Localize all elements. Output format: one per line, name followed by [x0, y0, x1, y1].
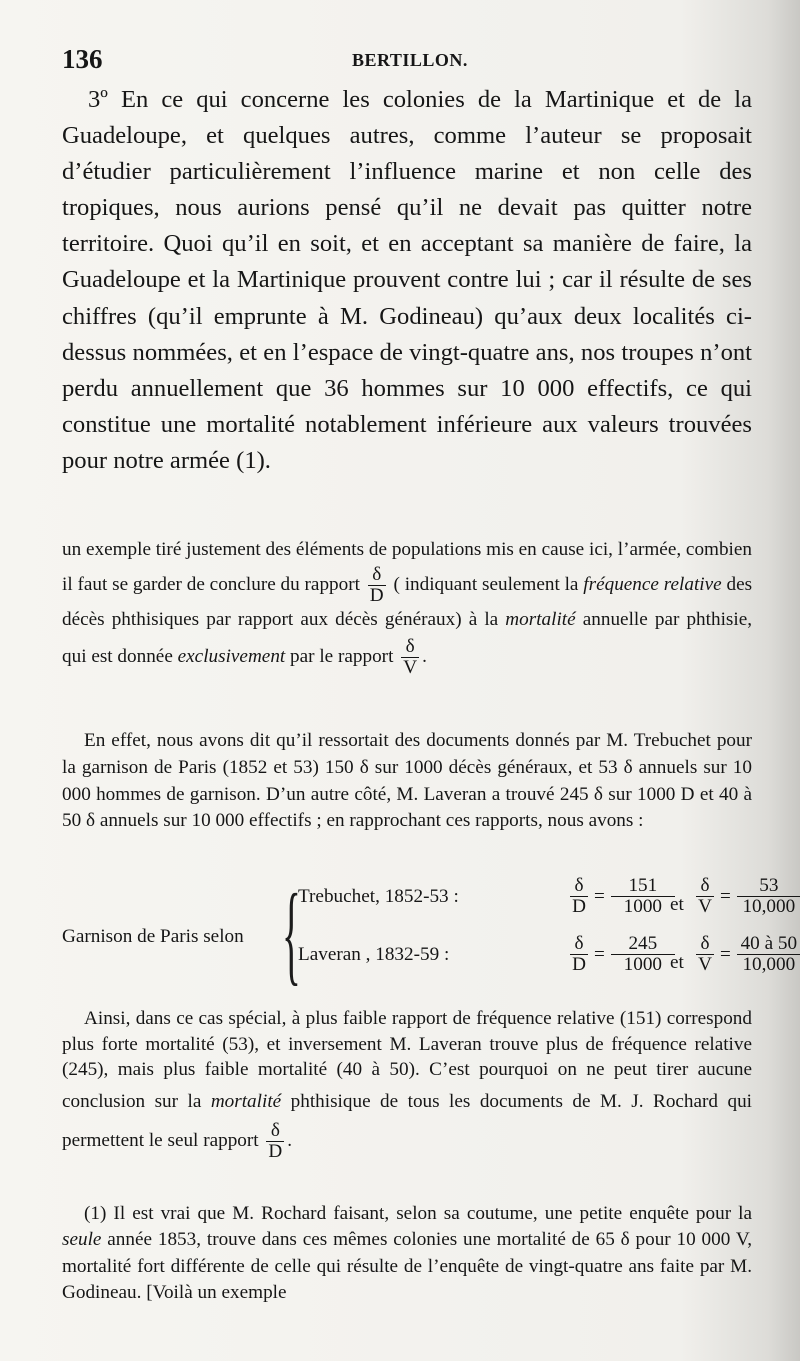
ratio-numerator: δ [368, 565, 386, 586]
page-header [62, 44, 752, 74]
running-head: BERTILLON. [352, 50, 468, 70]
ratio-denominator: D [268, 1141, 283, 1163]
ratio-numerator: δ [401, 637, 419, 658]
et-word: et [670, 952, 684, 973]
fraction-numerator: 53 [737, 876, 800, 897]
page-number: 136 [62, 44, 103, 74]
paragraph-en-effet: En effet, nous avons dit qu’il ressortait des documents donnés par M. Trebuchet pour la garnison de Paris (1852 et 53) 150 δ sur 1000 décès généraux, et 53 δ annuels sur 10 000 hommes de garnison. D’un autre côté, M. Laveran a trouvé 245 δ sur 1000 D et 40 à 50 δ annuels sur 10 000 effectifs ; en rapprochant ces rapports, nous avons : [62, 730, 752, 832]
ratio-delta-over-D [368, 565, 386, 606]
footnote-cont-text-5: par le rapport [290, 646, 394, 668]
fraction-denominator: V [698, 954, 712, 976]
ratio-delta-over-V [401, 637, 419, 678]
formula-left-label: Garnison de Paris selon [62, 926, 244, 947]
equals-sign: = [720, 943, 731, 965]
footnote-text-2: année 1853, trouve dans ces mêmes colonies une mortalité de 65 δ pour 10 000 V, mortalité fort différente de celle qui résulte de l’enquête de vingt-quatre ans faite par M. Godineau. [Voilà un exemple [62, 1229, 753, 1304]
footnote-cont-period: . [422, 646, 427, 668]
equals-sign: = [594, 943, 605, 965]
fraction-denominator: V [698, 896, 712, 918]
footnote-cont-text-2: ( indiquant seulement la [393, 573, 579, 595]
para3-period: . [287, 1130, 293, 1152]
italic-mortalite-2: mortalité [210, 1091, 282, 1113]
fraction-denominator: D [572, 954, 586, 976]
fraction-denominator: 10,000 [742, 954, 796, 976]
equals-sign: = [594, 885, 605, 907]
garnison-formula [62, 872, 798, 996]
fraction-numerator: 151 [611, 876, 675, 897]
fraction-denominator: 1000 [623, 954, 663, 976]
fraction-denominator: D [572, 896, 586, 918]
footnote-cont-text-4: annuelle par phthisie, qui est donnée [62, 608, 753, 668]
footnote-cont-text-3: des décès phthisiques par rapport aux décès généraux) à la [62, 573, 753, 630]
fraction-numerator: δ [696, 876, 714, 897]
fraction-denominator: 1000 [623, 896, 663, 918]
main-paragraph: 3º En ce qui concerne les colonies de la Martinique et de la Guadeloupe, et quelques autres, comme l’auteur se proposait d’étudier particulièrement l’influence marine et non celle des tropiques, nous aurions pensé qu’il ne devait pas quitter notre territoire. Quoi qu’il en soit, et en acceptant sa manière de faire, la Guadeloupe et la Martinique prouvent contre lui ; car il résulte de ses chiffres (qu’il emprunte à M. Godineau) qu’aux deux localités ci-dessus nommées, et en l’espace de vingt-quatre ans, nos troupes n’ont perdu annuellement que 36 hommes sur 10 000 effectifs, ce qui constitue une mortalité notablement inférieure aux valeurs trouvées pour notre armée (1). [62, 86, 752, 474]
ratio-delta-over-D-2 [266, 1121, 284, 1162]
footnote-text-1: (1) Il est vrai que M. Rochard faisant, selon sa coutume, une petite enquête pour la [84, 1203, 752, 1224]
et-word: et [670, 894, 684, 915]
footnote-1 [62, 1201, 752, 1307]
fraction-numerator: δ [570, 934, 588, 955]
fraction-numerator: 40 à 50 [737, 934, 800, 955]
fraction-equation-2 [696, 876, 800, 917]
fraction-equation-2 [696, 934, 800, 975]
curly-brace-icon: { [282, 872, 301, 996]
fraction-denominator: 10,000 [742, 896, 796, 918]
ratio-numerator: δ [266, 1121, 284, 1142]
ratio-denominator: V [403, 657, 418, 679]
ratio-denominator: D [369, 584, 384, 606]
italic-seule: seule [62, 1229, 102, 1251]
formula-row-label: Laveran , 1832-59 : [298, 944, 450, 965]
fraction-equation-1 [570, 934, 675, 975]
fraction-equation-1 [570, 876, 675, 917]
footnote-cont-text-1: un exemple tiré justement des éléments de populations mis en cause ici, l’armée, combien il faut se garder de conclure du rapport [62, 539, 753, 595]
para3-text-1: Ainsi, dans ce cas spécial, à plus faible rapport de fréquence relative (151) correspond plus forte mortalité (53), et inversement M. Laveran trouve plus de fréquence relative (245), mais plus faible mortalité (40 à 50). C’est pourquoi on ne peut tirer aucune conclusion sur la [62, 1008, 752, 1113]
paragraph-ainsi [62, 1006, 752, 1162]
equals-sign: = [720, 885, 731, 907]
italic-mortalite: mortalité [505, 608, 576, 630]
fraction-numerator: δ [696, 934, 714, 955]
italic-frequence: fréquence relative [583, 573, 722, 595]
italic-exclusivement: exclusivement [177, 646, 286, 668]
footnote-continuation [62, 536, 752, 679]
formula-row-label: Trebuchet, 1852-53 : [298, 886, 459, 907]
fraction-numerator: 245 [611, 934, 675, 955]
para3-text-2: phthisique de tous les documents de M. J. Rochard qui permettent le seul rapport [62, 1091, 752, 1152]
fraction-numerator: δ [570, 876, 588, 897]
